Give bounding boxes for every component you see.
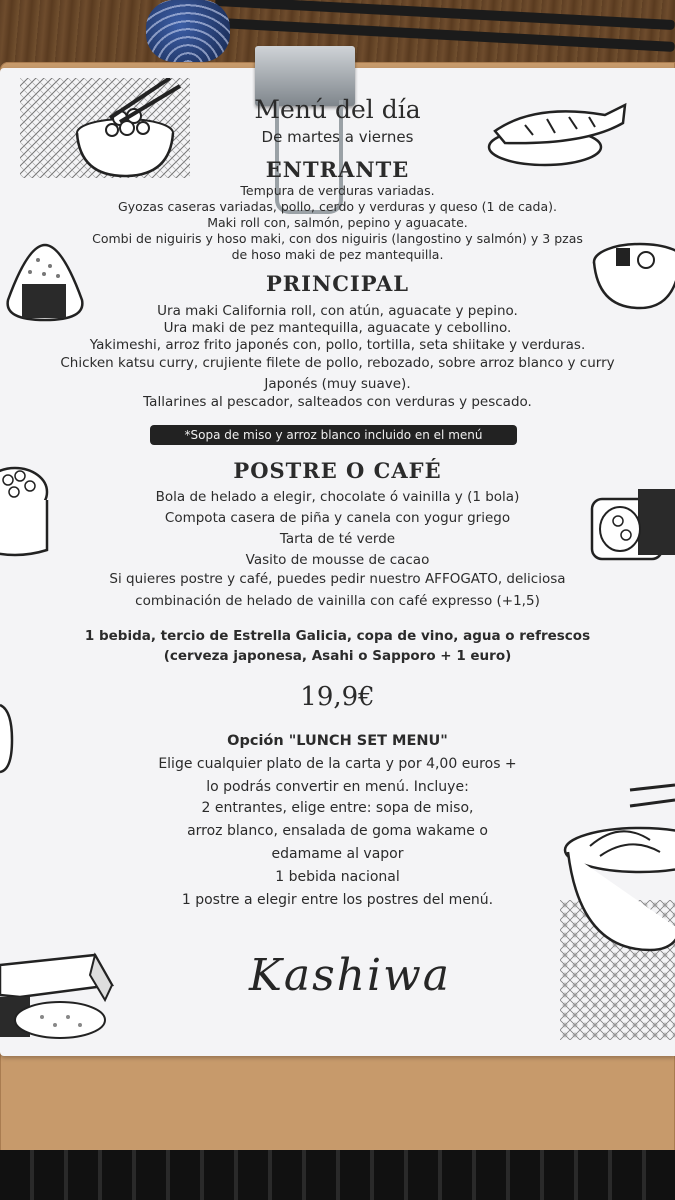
tamago-icon bbox=[0, 945, 120, 1040]
ramen-bowl-icon bbox=[560, 780, 675, 1040]
lunch-line: lo podrás convertir en menú. Incluye: bbox=[206, 779, 469, 795]
menu-item: Ura maki California roll, con atún, aguacate y pepino. bbox=[157, 303, 518, 319]
chopstick-rest-icon bbox=[146, 0, 230, 62]
lunch-line: Elige cualquier plato de la carta y por 4,00 euros + bbox=[158, 756, 517, 772]
lunch-line: edamame al vapor bbox=[271, 846, 404, 862]
lunch-line: 2 entrantes, elige entre: sopa de miso, bbox=[201, 800, 474, 816]
menu-item: Maki roll con, salmón, pepino y aguacate. bbox=[207, 215, 468, 230]
section-entrante-heading: ENTRANTE bbox=[265, 157, 410, 182]
menu-subtitle: De martes a viernes bbox=[261, 128, 414, 146]
lunch-heading: Opción "LUNCH SET MENU" bbox=[227, 733, 448, 749]
menu-item: Chicken katsu curry, crujiente filete de pollo, rebozado, sobre arroz blanco y curry bbox=[60, 355, 615, 371]
menu-price: 19,9€ bbox=[300, 682, 375, 712]
drink-line: (cerveza japonesa, Asahi o Sapporo + 1 euro) bbox=[163, 648, 512, 664]
menu-item: Vasito de mousse de cacao bbox=[245, 552, 430, 568]
menu-item: Compota casera de piña y canela con yogur griego bbox=[164, 510, 511, 526]
menu-item: Japonés (muy suave). bbox=[264, 376, 411, 392]
menu-title: Menú del día bbox=[254, 95, 421, 124]
menu-item: Yakimeshi, arroz frito japonés con, pollo, tortilla, seta shiitake y verduras. bbox=[89, 337, 586, 353]
section-postre-heading: POSTRE O CAFÉ bbox=[233, 458, 442, 483]
drink-line: 1 bebida, tercio de Estrella Galicia, copa de vino, agua o refrescos bbox=[84, 628, 591, 644]
lunch-line: 1 bebida nacional bbox=[275, 869, 400, 885]
menu-item: Tempura de verduras variadas. bbox=[240, 183, 435, 198]
menu-item: Gyozas caseras variadas, pollo, cerdo y verduras y queso (1 de cada). bbox=[118, 199, 557, 214]
lunch-line: 1 postre a elegir entre los postres del menú. bbox=[181, 892, 494, 908]
menu-item: combinación de helado de vainilla con café expresso (+1,5) bbox=[135, 593, 540, 609]
included-note: *Sopa de miso y arroz blanco incluido en el menú bbox=[150, 425, 517, 445]
placemat-edge bbox=[0, 1150, 675, 1200]
menu-item: de hoso maki de pez mantequilla. bbox=[231, 247, 444, 262]
restaurant-logo: Kashiwa bbox=[249, 950, 451, 1001]
menu-item: Bola de helado a elegir, chocolate ó vainilla y (1 bola) bbox=[155, 489, 520, 505]
lunch-line: arroz blanco, ensalada de goma wakame o bbox=[187, 823, 488, 839]
menu-item: Tallarines al pescador, salteados con verduras y pescado. bbox=[143, 394, 532, 410]
menu-item: Combi de niguiris y hoso maki, con dos niguiris (langostino y salmón) y 3 pzas bbox=[92, 231, 583, 246]
section-principal-heading: PRINCIPAL bbox=[265, 271, 410, 296]
menu-item: Ura maki de pez mantequilla, aguacate y cebollino. bbox=[163, 320, 512, 336]
menu-item: Si quieres postre y café, puedes pedir nuestro AFFOGATO, deliciosa bbox=[109, 571, 566, 587]
menu-item: Tarta de té verde bbox=[279, 531, 396, 547]
